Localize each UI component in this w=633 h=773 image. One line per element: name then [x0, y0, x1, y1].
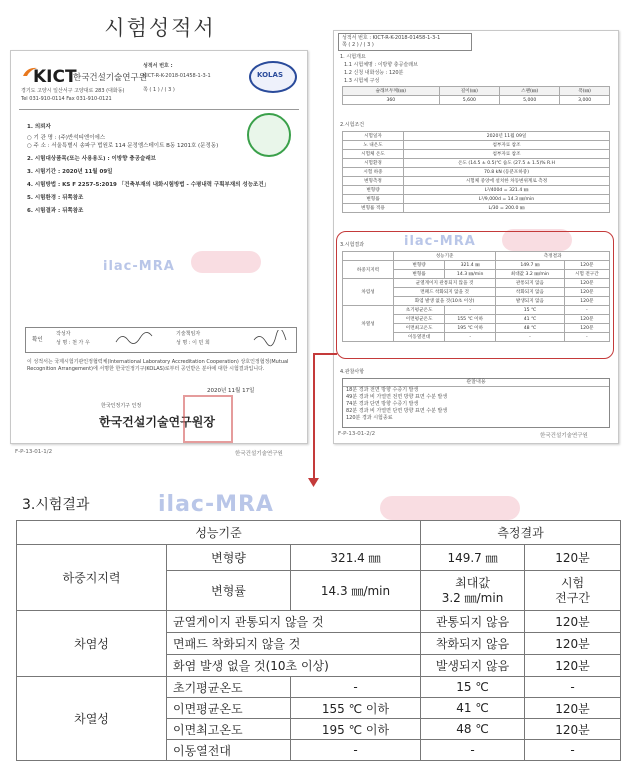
kict-logo-text: KICT	[33, 67, 77, 87]
results-table	[16, 520, 621, 761]
time-crack-gauge: 120분	[525, 611, 621, 633]
mra-notice: 이 성적서는 국제시험기관인정협력체(International Laboratory Accreditation Cooperation) 상호인정협정(Mutual Recognition Arrangement)에 서명한 한국인정기구(KOLAS)로부터 공인받은 분야에 대한 시험결과입니다.	[27, 359, 289, 372]
line-requester: 1. 의뢰자	[27, 124, 51, 130]
obs-line: 18분 경과 전면 방향 수증기 발생	[346, 387, 419, 393]
document-title: 시험성적서	[104, 16, 216, 40]
section2-title: 2.시험조건	[340, 122, 365, 128]
issue-date: 2020년 11월 17일	[207, 388, 255, 394]
conditions-table: 시험일자 2020년 11월 09일 노 내온도 첨부자료 참조 시험체 온도 첨부자료 참조 시험환경 온도 (14.5 ± 0.5)℃ 습도 (27.5 ± 1.5)% R.H 시험 하중 70.8 kN (등분포하중) 변형측정 시험체 중앙에 설치한 차동변위계로 측정 변형량 L²/400d = 321.4 ㎜ 변형률 L²/9,000d = 14.3 ㎜/min 변형률 적용 L/30 = 200.0 ㎜	[342, 131, 610, 213]
measured-cotton-pad: 착화되지 않음	[421, 633, 525, 655]
item-flaming: 화염 발생 없을 것(10초 이상)	[167, 655, 421, 677]
measured-crack-gauge: 관통되지 않음	[421, 611, 525, 633]
time-roving-tc: -	[525, 740, 621, 761]
certificate-page-2	[333, 30, 619, 444]
page-number-2: 쪽 ( 2 ) / ( 3 )	[342, 42, 374, 48]
group-insulation: 차열성	[17, 677, 167, 761]
specimen-table: 슬래브두께(㎜) 길이(㎜) 스팬(㎜) 폭(㎜) 360 5,600 5,000 3,000	[342, 86, 610, 105]
group-integrity: 차염성	[17, 611, 167, 677]
measured-initial-temp: 15 ℃	[421, 677, 525, 698]
org-phone: Tel 031-910-0114 Fax 031-910-0121	[21, 96, 112, 102]
measured-flaming: 발생되지 않음	[421, 655, 525, 677]
time-avg-temp: 120분	[525, 698, 621, 719]
section1-title: 1. 시험개요	[340, 54, 366, 60]
measured-deflection-rate: 최대값 3.2 ㎜/min	[421, 571, 525, 611]
official-stamp-icon	[183, 395, 233, 443]
page-number: 쪽 ( 1 ) / ( 3 )	[143, 87, 175, 93]
obs-line: 82분 경과 비 가열면 단면 방향 표면 수분 발생	[346, 408, 448, 414]
item-cotton-pad: 면패드 착화되지 않을 것	[167, 633, 421, 655]
section3-title: 3.시험결과	[340, 242, 365, 248]
results-highlight	[336, 231, 614, 359]
section4-title: 4.관찰사항	[340, 369, 365, 375]
org-name: 한국건설기술연구원	[73, 73, 147, 83]
ilac-watermark-large: ilac-MRA	[158, 492, 274, 517]
author-name: 성 명 : 천 가 우	[56, 340, 90, 346]
group-load-bearing: 하중지지력	[17, 545, 167, 611]
approver-label: 기술책임자	[176, 331, 201, 337]
arrow-down-icon	[308, 478, 320, 488]
time-cotton-pad: 120분	[525, 633, 621, 655]
time-flaming: 120분	[525, 655, 621, 677]
item-deflection-rate: 변형률	[167, 571, 291, 611]
criteria-roving-tc: -	[291, 740, 421, 761]
certificate-page-1	[10, 50, 308, 457]
item-avg-temp: 이면평균온도	[167, 698, 291, 719]
obs-head: 관찰내용	[343, 379, 609, 387]
approver-signature-icon	[252, 330, 288, 348]
line-agency: ○ 기 관 명 : (주)반석티엔이에스	[27, 135, 106, 141]
author-signature-icon	[114, 330, 154, 348]
author-label: 작성자	[56, 331, 71, 337]
item-crack-gauge: 균열게이지 관통되지 않을 것	[167, 611, 421, 633]
org-address: 경기도 고양시 일산서구 고양대로 283 (대화동)	[21, 88, 125, 94]
header-measured: 측정결과	[421, 521, 621, 545]
item-max-temp: 이면최고온도	[167, 719, 291, 740]
footer-left: F-P-13-01-1/2	[15, 449, 53, 455]
criteria-initial-temp: -	[291, 677, 421, 698]
header-criteria: 성능기준	[17, 521, 421, 545]
measured-roving-tc: -	[421, 740, 525, 761]
item-deflection: 변형량	[167, 545, 291, 571]
s1-line-2: 1.2 신청 내화성능 : 120분	[344, 70, 404, 76]
time-deflection-rate: 시험 전구간	[525, 571, 621, 611]
obs-line: 120분 경과 시험종료	[346, 415, 393, 421]
observations-box	[342, 378, 610, 428]
line-method: 4. 시험방법 : KS F 2257-5:2019 「건축부재의 내화시험방법 - 수평내력 구획부재의 성능조건」	[27, 182, 270, 188]
criteria-avg-temp: 155 ℃ 이하	[291, 698, 421, 719]
cert-no-label-2: 성적서 번호 :	[342, 35, 372, 41]
obs-line: 74분 경과 단면 방향 수증기 발생	[346, 401, 419, 407]
callout-arrow-line	[313, 353, 315, 481]
divider	[19, 109, 299, 110]
obs-line: 49분 경과 비 가열면 전면 방향 표면 수분 발생	[346, 394, 448, 400]
approver-name: 성 명 : 이 민 희	[176, 340, 210, 346]
line-address: ○ 주 소 : 서울특별시 송파구 법원로 114 문정엠스테이트 B동 1201호 (문정동)	[27, 143, 219, 149]
watermark-shape	[191, 251, 261, 273]
footer-right: 한국건설기술연구원	[235, 451, 283, 457]
criteria-deflection-rate: 14.3 ㎜/min	[291, 571, 421, 611]
callout-connector	[313, 353, 337, 355]
page2-header	[338, 33, 472, 51]
results-mini-table: 성능기준 측정결과 하중지지력 변형량 321.4 ㎜ 149.7 ㎜ 120분 변형률 14.3 ㎜/min 최대값 3.2 ㎜/min 시험 전구간 차염성 균열게이지 관통되지 않을 것 관통되지 않음 120분 면패드 착화되지 않을 것 착화되지 않음 120분 화염 발생 없을 것(10초 이상) 발생되지 않음 120분 차열성 초기평균온도 - 15 ℃ - 이면평균온도 155 ℃ 이하 41 ℃ 120분 이면최고온도 195 ℃ 이하 48 ℃ 120분 이동열전대 - - -	[342, 251, 610, 342]
issuer-name: 한국건설기술연구원장	[99, 415, 215, 429]
measured-deflection: 149.7 ㎜	[421, 545, 525, 571]
footer-right-2: 한국건설기술연구원	[540, 433, 588, 439]
time-deflection: 120분	[525, 545, 621, 571]
cert-no-label: 성적서 번호 :	[143, 63, 173, 69]
footer-left-2: F-P-13-01-2/2	[338, 431, 376, 437]
criteria-max-temp: 195 ℃ 이하	[291, 719, 421, 740]
line-period: 3. 시험기간 : 2020년 11월 09일	[27, 169, 113, 175]
signature-box	[25, 327, 297, 353]
cert-no-2: KICT-R-K-2018-01458-1-3-1	[372, 35, 441, 41]
watermark-shape-large	[380, 496, 520, 520]
results-title: 3.시험결과	[22, 497, 90, 513]
certificate-body	[27, 123, 297, 220]
confirm-label: 확인	[32, 337, 43, 343]
s1-line-1: 1.1 시험체명 : 이방향 충공슬래브	[344, 62, 418, 68]
ilac-watermark-2: ilac-MRA	[404, 234, 476, 249]
issuer-small: 한국인정기구 인정	[101, 403, 142, 409]
time-max-temp: 120분	[525, 719, 621, 740]
line-item: 2. 시험대상품목(또는 사용용도) : 이방향 충공슬래브	[27, 156, 156, 162]
item-initial-temp: 초기평균온도	[167, 677, 291, 698]
line-result: 6. 시험결과 : 뒤쪽참조	[27, 208, 84, 214]
s1-line-3: 1.3 시험체 구성	[344, 78, 380, 84]
cert-no: KICT-R-K-2018-01458-1-3-1	[143, 73, 211, 79]
line-environment: 5. 시험환경 : 뒤쪽참조	[27, 195, 84, 201]
time-initial-temp: -	[525, 677, 621, 698]
measured-max-temp: 48 ℃	[421, 719, 525, 740]
item-roving-tc: 이동열전대	[167, 740, 291, 761]
ilac-watermark: ilac-MRA	[103, 259, 175, 274]
measured-avg-temp: 41 ℃	[421, 698, 525, 719]
criteria-deflection: 321.4 ㎜	[291, 545, 421, 571]
kolas-seal-icon: KOLAS	[249, 61, 297, 93]
